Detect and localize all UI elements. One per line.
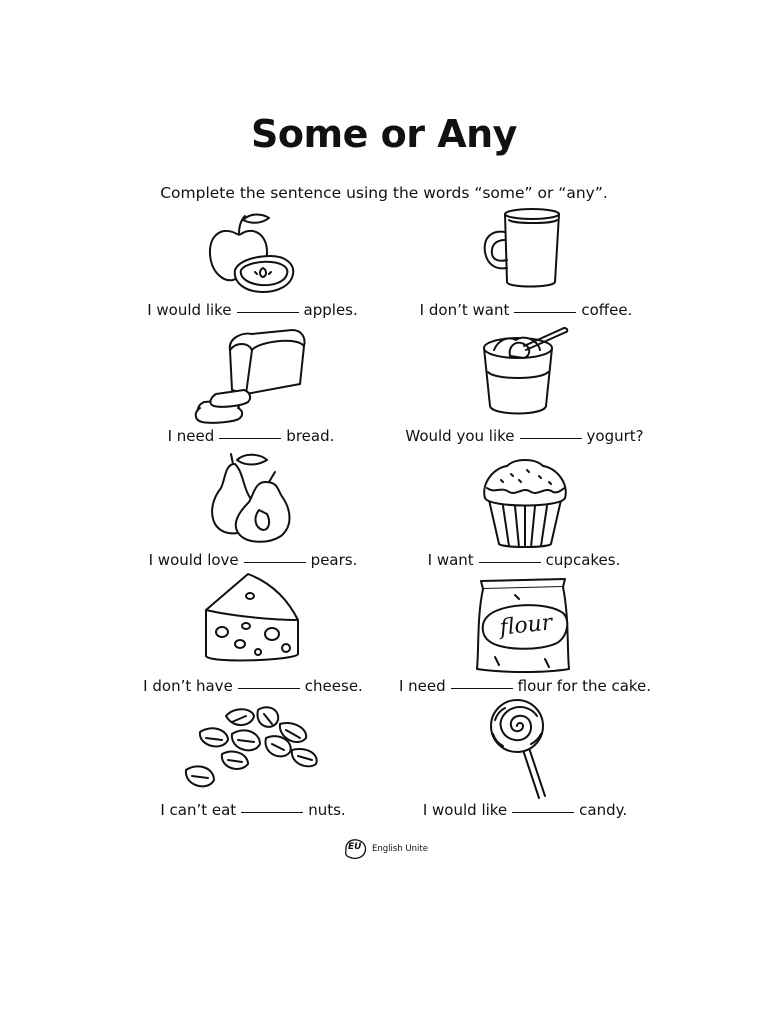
sentence-yogurt xyxy=(398,427,651,445)
sentence-text: nuts. xyxy=(308,801,346,819)
sentence-text: I want xyxy=(427,551,474,569)
sentence-text: flour for the cake. xyxy=(517,677,652,695)
sentence-text: I would like xyxy=(147,301,232,319)
worksheet-title: Some or Any xyxy=(251,112,517,156)
sentence-cupcakes xyxy=(418,551,630,569)
sentence-text: I need xyxy=(398,677,446,695)
answer-blank[interactable] xyxy=(241,811,303,813)
sentence-text: I don’t want xyxy=(419,301,510,319)
sentence-text: pears. xyxy=(310,551,358,569)
answer-blank[interactable] xyxy=(512,811,574,813)
flour-label: flour xyxy=(498,610,554,641)
answer-blank[interactable] xyxy=(514,311,576,313)
sentence-cheese xyxy=(133,677,373,695)
english-unite-logo xyxy=(343,838,369,860)
answer-blank[interactable] xyxy=(237,311,299,313)
apples-icon xyxy=(205,212,297,296)
lollipop-icon xyxy=(483,698,553,802)
answer-blank[interactable] xyxy=(244,561,306,563)
sentence-text: candy. xyxy=(579,801,628,819)
sentence-text: cupcakes. xyxy=(545,551,621,569)
sentence-coffee xyxy=(407,301,645,319)
sentence-text: I need xyxy=(167,427,215,445)
cupcake-icon xyxy=(481,458,569,548)
sentence-bread xyxy=(152,427,350,445)
sentence-text: I would love xyxy=(148,551,239,569)
sentence-text: bread. xyxy=(286,427,335,445)
cheese-icon xyxy=(202,570,302,666)
pears-icon xyxy=(207,452,295,544)
answer-blank[interactable] xyxy=(520,437,582,439)
sentence-text: I can’t eat xyxy=(160,801,237,819)
answer-blank[interactable] xyxy=(479,561,541,563)
footer-brand-name: English Unite xyxy=(372,844,428,854)
sentence-candy xyxy=(412,801,638,819)
footer-brand xyxy=(343,838,428,860)
yogurt-icon xyxy=(480,326,570,418)
bread-icon xyxy=(192,328,310,424)
sentence-text: apples. xyxy=(303,301,358,319)
sentence-pears xyxy=(141,551,365,569)
logo-letters: EU xyxy=(348,842,362,852)
sentence-text: yogurt? xyxy=(586,427,644,445)
sentence-text: I don’t have xyxy=(143,677,233,695)
nuts-icon xyxy=(182,702,322,798)
answer-blank[interactable] xyxy=(219,437,281,439)
sentence-text: coffee. xyxy=(581,301,633,319)
sentence-apples xyxy=(140,301,365,319)
sentence-nuts xyxy=(150,801,356,819)
sentence-text: Would you like xyxy=(405,427,515,445)
answer-blank[interactable] xyxy=(451,687,513,689)
worksheet-instructions: Complete the sentence using the words “some” or “any”. xyxy=(160,184,608,202)
sentence-text: cheese. xyxy=(304,677,363,695)
sentence-flour xyxy=(392,677,658,695)
sentence-text: I would like xyxy=(422,801,508,819)
answer-blank[interactable] xyxy=(238,687,300,689)
coffee-mug-icon xyxy=(483,206,565,294)
flour-bag-icon xyxy=(475,577,573,675)
